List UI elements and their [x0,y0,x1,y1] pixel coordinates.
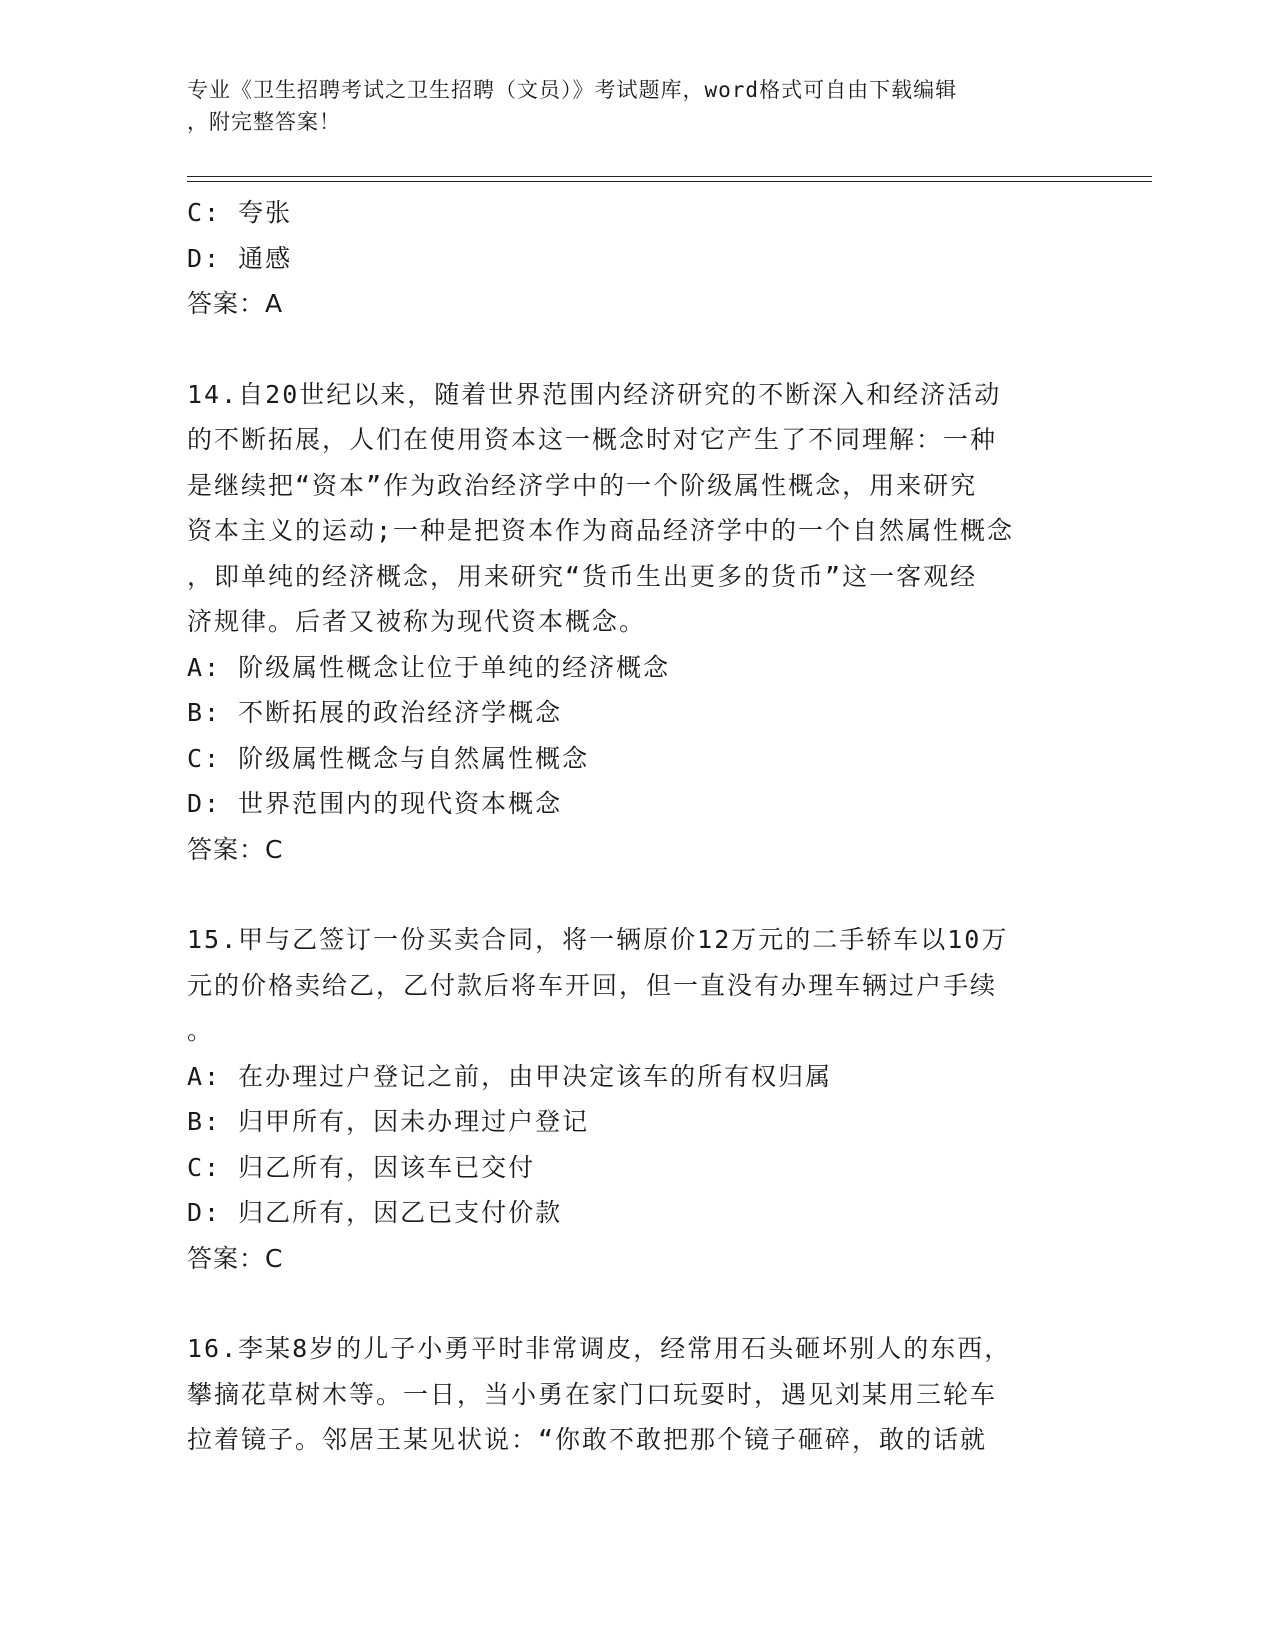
option-d: D: 世界范围内的现代资本概念 [187,789,563,818]
question-16 [187,1326,1077,1463]
question-text-line: 济规律。后者又被称为现代资本概念。 [187,607,647,636]
question-text-line: 资本主义的运动;一种是把资本作为商品经济学中的一个自然属性概念 [187,516,1015,545]
question-text-line: 。 [187,1016,215,1045]
question-text-line: 元的价格卖给乙，乙付款后将车开回，但一直没有办理车辆过户手续 [187,970,998,1000]
option-a: A: 在办理过户登记之前，由甲决定该车的所有权归属 [187,1061,833,1091]
header-line-2: ，附完整答案！ [187,110,341,134]
question-text-line: 15.甲与乙签订一份买卖合同，将一辆原价12万元的二手轿车以10万 [187,925,1009,954]
question-text-line: ，即单纯的经济概念，用来研究“货币生出更多的货币”这一客观经 [187,561,978,591]
question-text-line: 的不断拓展，人们在使用资本这一概念时对它产生了不同理解：一种 [187,425,998,454]
option-a: A: 阶级属性概念让位于单纯的经济概念 [187,652,671,682]
question-text-line: 攀摘花草树木等。一日，当小勇在家门口玩耍时，遇见刘某用三轮车 [187,1379,998,1409]
header-divider-top [187,176,1152,177]
question-15 [187,917,1077,1281]
document-header [187,74,1087,138]
option-c: C: 阶级属性概念与自然属性概念 [187,743,590,773]
answer-13: 答案：A [187,289,284,318]
option-c: C: 归乙所有，因该车已交付 [187,1152,536,1182]
option-d: D: 归乙所有，因乙已支付价款 [187,1198,563,1227]
document-body [187,190,1077,1463]
header-line-1: 专业《卫生招聘考试之卫生招聘（文员）》考试题库，word格式可自由下载编辑 [187,78,958,102]
option-b: B: 归甲所有，因未办理过户登记 [187,1107,590,1136]
option-d: D: 通感 [187,243,293,273]
option-c: C: 夸张 [187,198,293,227]
answer-14: 答案：C [187,834,284,864]
question-text-line: 16.李某8岁的儿子小勇平时非常调皮，经常用石头砸坏别人的东西， [187,1334,1012,1363]
question-text-line: 是继续把“资本”作为政治经济学中的一个阶级属性概念，用来研究 [187,470,978,500]
header-divider-bottom [187,181,1152,182]
option-b: B: 不断拓展的政治经济学概念 [187,698,563,727]
question-13-tail [187,190,1077,327]
question-14 [187,372,1077,873]
question-text-line: 14.自20世纪以来，随着世界范围内经济研究的不断深入和经济活动 [187,379,1002,409]
question-text-line: 拉着镜子。邻居王某见状说：“你敢不敢把那个镜子砸碎，敢的话就 [187,1425,988,1454]
answer-15: 答案：C [187,1243,284,1273]
